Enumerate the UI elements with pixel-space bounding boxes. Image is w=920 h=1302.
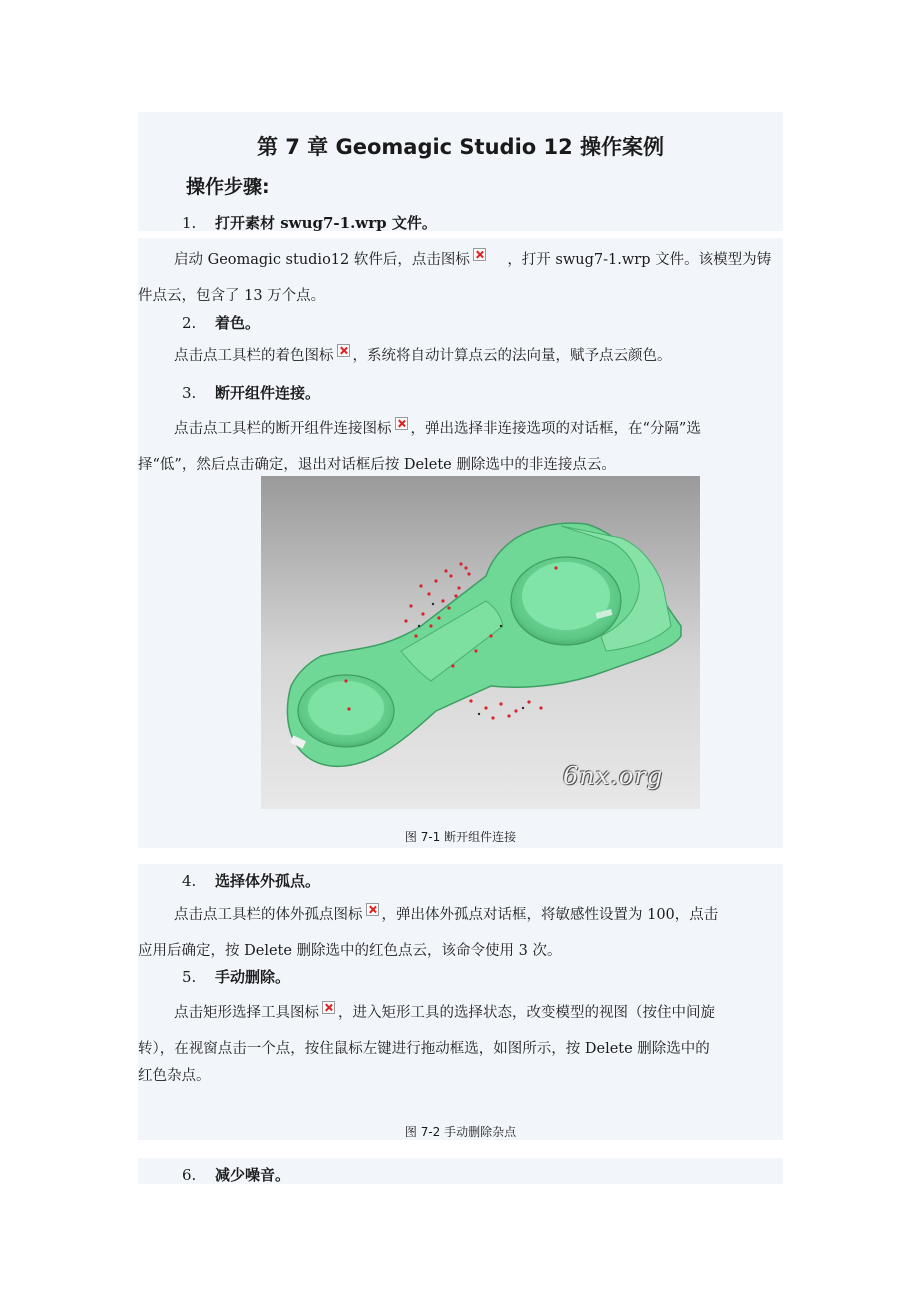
step-1-paragraph: 启动 Geomagic studio12 软件后，点击图标 ，打开 swug7-1.wrp 文件。该模型为铸 (138, 242, 783, 278)
step-4-paragraph-cont: 应用后确定，按 Delete 删除选中的红色点云，该命令使用 3 次。 (138, 943, 562, 959)
step-4-heading (182, 870, 320, 891)
broken-image-icon (395, 417, 408, 430)
step-5-paragraph-end: 红色杂点。 (138, 1068, 211, 1084)
step-5-paragraph-cont: 转），在视窗点击一个点，按住鼠标左键进行拖动框选，如图所示，按 Delete 删除选中的 (138, 1041, 710, 1057)
step-1-number: 1. (182, 214, 197, 232)
step-4-paragraph: 点击点工具栏的体外孤点图标 ，弹出体外孤点对话框，将敏感性设置为 100，点击 (138, 897, 783, 933)
step-2-paragraph: 点击点工具栏的着色图标 ，系统将自动计算点云的法向量，赋予点云颜色。 (138, 338, 783, 374)
step-4-number: 4. (182, 872, 197, 890)
step-3-title: 断开组件连接。 (215, 384, 321, 402)
step-6-heading (182, 1164, 290, 1185)
step-5-number: 5. (182, 968, 197, 986)
broken-image-icon (473, 248, 486, 261)
step-3-paragraph: 点击点工具栏的断开组件连接图标 ，弹出选择非连接选项的对话框，在“分隔”选 (138, 411, 783, 447)
step-3-heading (182, 382, 320, 403)
broken-image-icon (366, 903, 379, 916)
figure-2-caption: 图 7-2 手动删除杂点 (404, 1125, 517, 1139)
step-2-heading (182, 312, 260, 333)
step-3-number: 3. (182, 384, 197, 402)
step-6-number: 6. (182, 1166, 197, 1184)
step-5-heading (182, 966, 290, 987)
step-1-paragraph-cont: 件点云，包含了 13 万个点。 (138, 288, 326, 304)
step-5-title: 手动删除。 (215, 968, 291, 986)
figure-1-caption: 图 7-1 断开组件连接 (404, 830, 517, 844)
step-6-title: 减少噪音。 (215, 1166, 291, 1184)
broken-image-icon (322, 1001, 335, 1014)
step-5-paragraph: 点击矩形选择工具图标 ，进入矩形工具的选择状态，改变模型的视图（按住中间旋 (138, 995, 783, 1031)
connecting-rod-image (261, 476, 700, 809)
watermark: 6nx.org (563, 762, 664, 790)
broken-image-icon (337, 344, 350, 357)
step-2-title: 着色。 (215, 314, 261, 332)
step-3-paragraph-cont: 择“低”，然后点击确定，退出对话框后按 Delete 删除选中的非连接点云。 (138, 457, 616, 473)
connecting-rod-figure (261, 476, 700, 809)
step-2-number: 2. (182, 314, 197, 332)
step-1-heading (182, 212, 437, 233)
step-4-title: 选择体外孤点。 (215, 872, 321, 890)
section-subheading: 操作步骤: (186, 176, 270, 198)
step-1-title: 打开素材 swug7-1.wrp 文件。 (215, 214, 437, 232)
page-title: 第 7 章 Geomagic Studio 12 操作案例 (256, 135, 665, 159)
